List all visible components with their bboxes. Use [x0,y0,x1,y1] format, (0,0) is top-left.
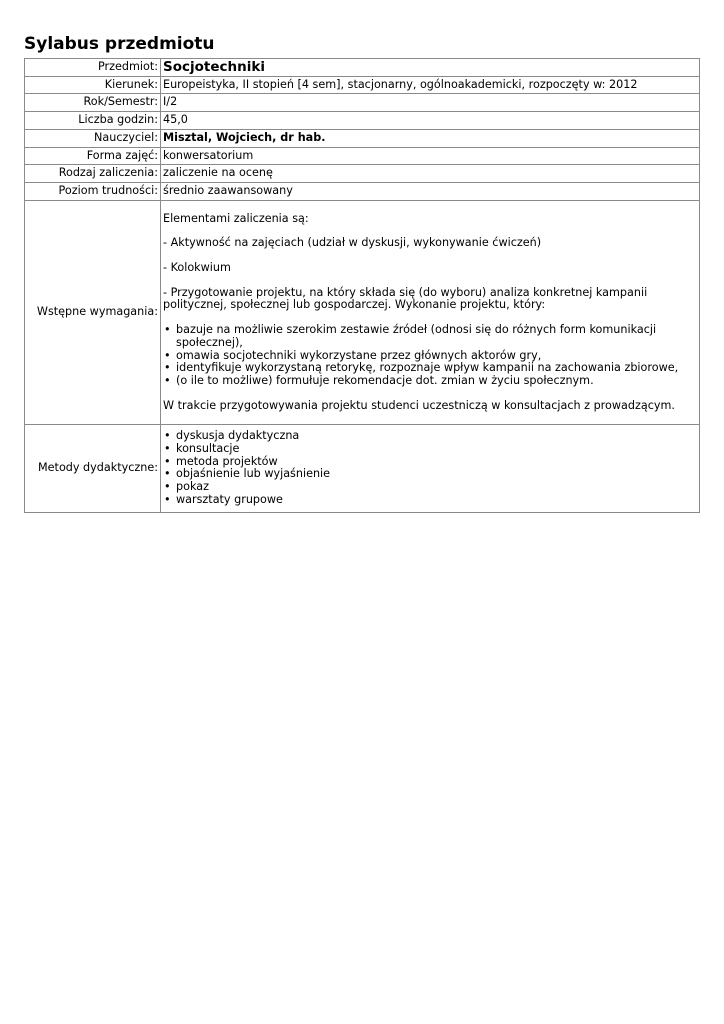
prerequisites-paragraph: - Przygotowanie projektu, na który składa się (do wyboru) analiza konkretnej kampanii politycznej, społecznej lub gospodarczej. Wykonanie projektu, który: [163,285,648,312]
row-hours [25,112,700,130]
list-item: • bazuje na możliwie szerokim zestawie źródeł (odnosi się do różnych form komunikacji społecznej), [163,324,697,349]
list-item: • pokaz [163,481,697,494]
hours-value: 45,0 [161,112,700,130]
subject-label: Przedmiot: [25,59,161,77]
teacher-label: Nauczyciel: [25,129,161,147]
prerequisites-content [161,200,700,425]
prerequisites-label: Wstępne wymagania: [25,200,161,425]
difficulty-value: średnio zaawansowany [161,182,700,200]
assessment-type-label: Rodzaj zaliczenia: [25,165,161,183]
row-teacher [25,129,700,147]
difficulty-label: Poziom trudności: [25,182,161,200]
list-item: • metoda projektów [163,456,697,469]
methods-content [161,425,700,512]
field-value: Europeistyka, II stopień [4 sem], stacjonarny, ogólnoakademicki, rozpoczęty w: 2012 [161,76,700,94]
row-assessment-type [25,165,700,183]
assessment-type-value: zaliczenie na ocenę [161,165,700,183]
prerequisites-paragraph: Elementami zaliczenia są: [163,211,309,225]
list-item: • (o ile to możliwe) formułuje rekomendacje dot. zmian w życiu społecznym. [163,375,697,388]
prerequisites-paragraph: W trakcie przygotowywania projektu studenci uczestniczą w konsultacjach z prowadzącym. [163,398,675,412]
methods-list [163,430,697,506]
list-item: • omawia socjotechniki wykorzystane przez głównych aktorów gry, [163,350,697,363]
year-semester-value: I/2 [161,94,700,112]
row-difficulty [25,182,700,200]
list-item: • identyfikuje wykorzystaną retorykę, rozpoznaje wpływ kampanii na zachowania zbiorowe, [163,362,697,375]
list-item: • warsztaty grupowe [163,494,697,507]
hours-label: Liczba godzin: [25,112,161,130]
prerequisites-paragraph: - Kolokwium [163,261,231,275]
row-subject [25,59,700,77]
teacher-value: Misztal, Wojciech, dr hab. [161,129,700,147]
methods-label: Metody dydaktyczne: [25,425,161,512]
list-item: • objaśnienie lub wyjaśnienie [163,468,697,481]
row-class-form [25,147,700,165]
row-year-semester [25,94,700,112]
project-requirements-list [163,324,697,388]
syllabus-table [24,58,700,513]
row-methods [25,425,700,512]
field-label: Kierunek: [25,76,161,94]
prerequisites-paragraph: - Aktywność na zajęciach (udział w dyskusji, wykonywanie ćwiczeń) [163,236,542,250]
row-prerequisites [25,200,700,425]
class-form-value: konwersatorium [161,147,700,165]
year-semester-label: Rok/Semestr: [25,94,161,112]
page-title: Sylabus przedmiotu [24,34,215,54]
row-field [25,76,700,94]
list-item: • konsultacje [163,443,697,456]
subject-value: Socjotechniki [161,59,700,77]
list-item: • dyskusja dydaktyczna [163,430,697,443]
class-form-label: Forma zajęć: [25,147,161,165]
